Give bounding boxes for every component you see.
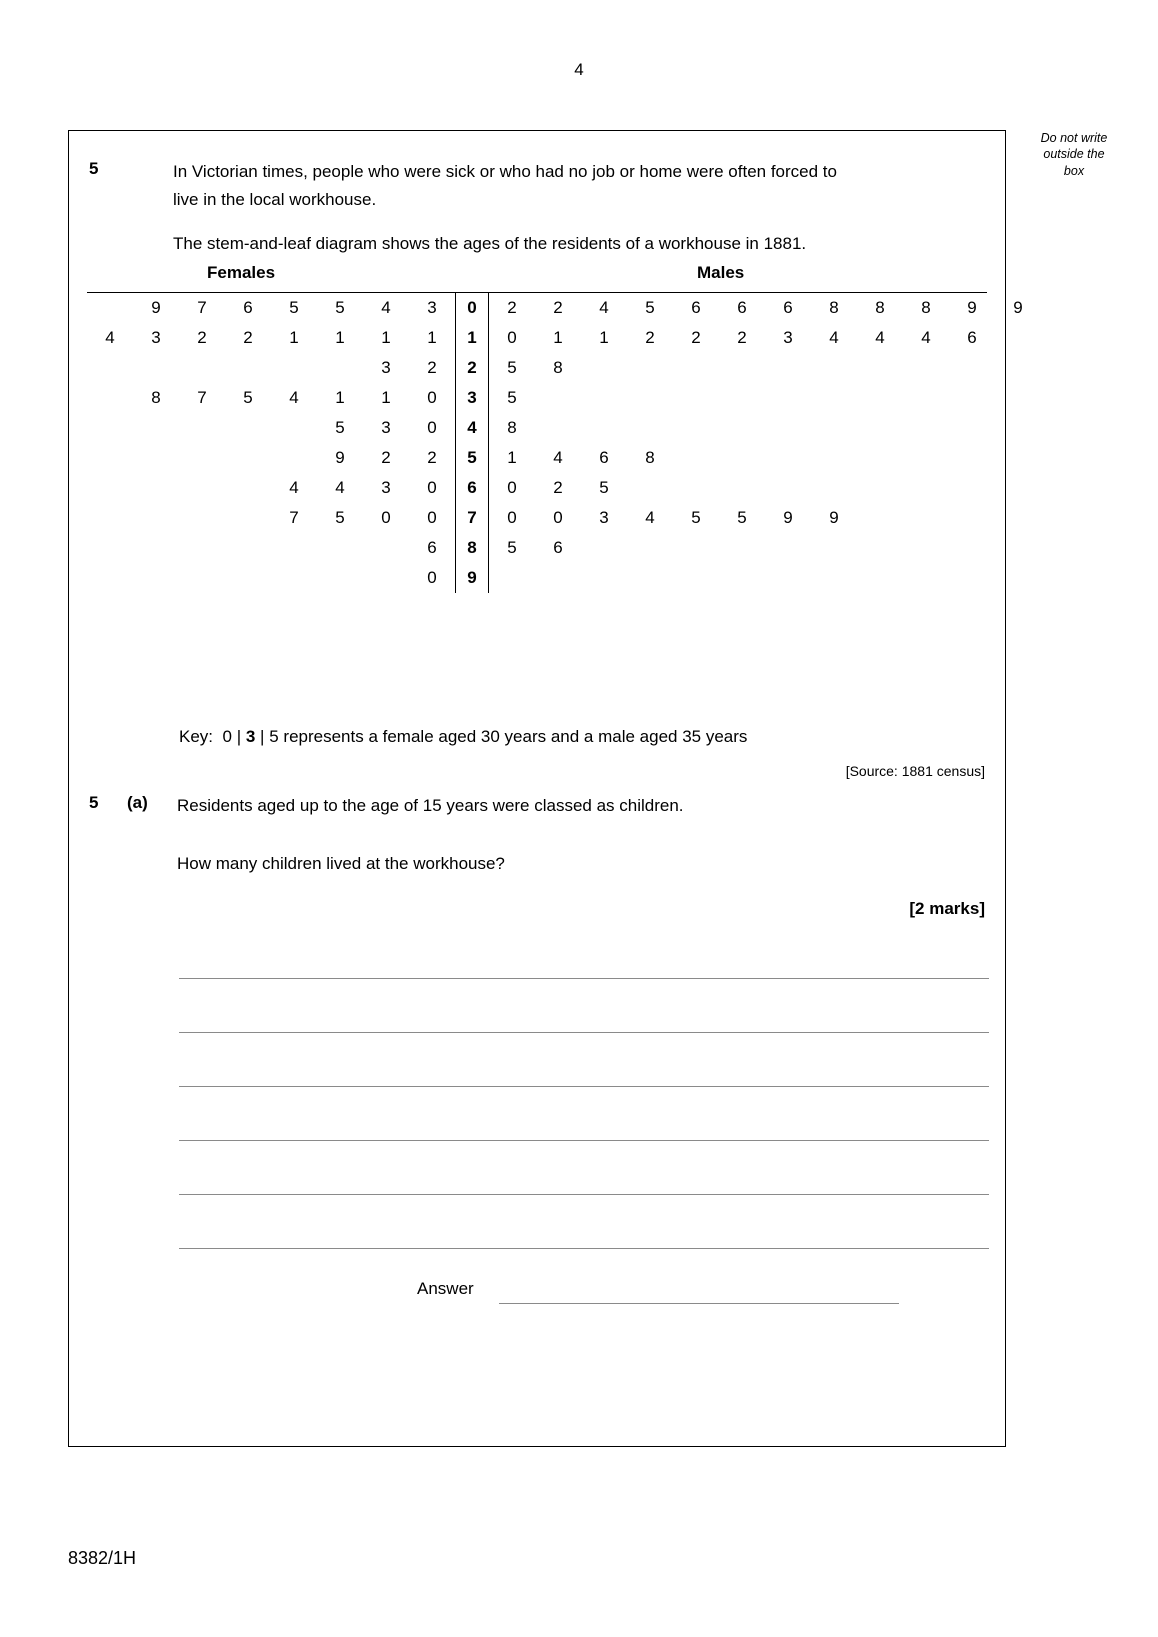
male-leaf-cell [719,353,765,383]
male-leaf-cell [811,443,857,473]
female-leaf-cell [133,473,179,503]
male-leaf-cell: 8 [553,358,563,377]
male-leaf-cell: 0 [553,508,563,527]
female-leaf-cell: 2 [427,448,437,467]
male-leaf-cell: 5 [737,508,747,527]
female-leaf-cell [87,563,133,593]
male-leaf-cell: 9 [967,298,977,317]
male-leaf-cell: 6 [737,298,747,317]
female-leaf-cell: 8 [151,388,161,407]
male-leaf-cell [811,533,857,563]
male-leaf-cell [719,413,765,443]
female-leaf-cell [87,413,133,443]
stem-and-leaf-row [87,323,1041,353]
male-leaf-cell [627,533,673,563]
female-leaf-cell: 4 [335,478,345,497]
male-leaf-cell [535,413,581,443]
female-leaf-cell [133,503,179,533]
male-leaf-cell [581,533,627,563]
female-leaf-cell: 9 [151,298,161,317]
male-leaf-cell [535,563,581,593]
male-leaf-cell [857,473,903,503]
female-leaf-cell: 2 [197,328,207,347]
female-leaf-cell: 1 [427,328,437,347]
part-question-number: 5 [89,793,99,812]
margin-note [1014,130,1134,179]
female-leaf-cell: 0 [427,418,437,437]
male-leaf-cell: 3 [783,328,793,347]
male-leaf-cell: 8 [645,448,655,467]
female-leaf-cell [271,563,317,593]
male-leaf-cell [811,353,857,383]
female-leaf-cell: 3 [151,328,161,347]
female-leaf-cell [87,533,133,563]
male-leaf-cell [949,503,995,533]
females-heading: Females [207,263,276,282]
female-leaf-cell: 0 [427,388,437,407]
male-leaf-cell: 9 [829,508,839,527]
female-leaf-cell: 4 [289,388,299,407]
female-leaf-cell [225,563,271,593]
female-leaf-cell: 7 [197,388,207,407]
female-leaf-cell [87,443,133,473]
male-leaf-cell: 5 [599,478,609,497]
male-leaf-cell [857,533,903,563]
female-leaf-cell: 0 [427,478,437,497]
male-leaf-cell [627,563,673,593]
female-leaf-cell: 1 [289,328,299,347]
male-leaf-cell [581,563,627,593]
male-leaf-cell: 2 [645,328,655,347]
stem-cell: 9 [456,563,489,593]
answer-label: Answer [417,1279,474,1298]
stem-cell: 0 [456,293,489,323]
female-leaf-cell: 3 [381,358,391,377]
female-leaf-cell [271,533,317,563]
male-leaf-cell [811,413,857,443]
female-leaf-cell [363,533,409,563]
male-leaf-cell: 4 [553,448,563,467]
male-leaf-cell [995,353,1041,383]
male-leaf-cell: 8 [507,418,517,437]
male-leaf-cell: 3 [599,508,609,527]
stem-and-leaf-row [87,473,1041,503]
question-intro-line-1: In Victorian times, people who were sick or who had no job or home were often forced to [173,162,837,181]
male-leaf-cell [765,443,811,473]
male-leaf-cell: 2 [737,328,747,347]
female-leaf-cell [225,443,271,473]
part-label: (a) [127,793,148,812]
female-leaf-cell: 4 [381,298,391,317]
male-leaf-cell [995,323,1041,353]
male-leaf-cell [857,503,903,533]
female-leaf-cell: 5 [335,508,345,527]
stem-and-leaf-row [87,503,1041,533]
male-leaf-cell [673,383,719,413]
female-leaf-cell: 9 [335,448,345,467]
stem-and-leaf-row [87,533,1041,563]
male-leaf-cell: 6 [553,538,563,557]
diagram-key [179,727,747,747]
male-leaf-cell [673,443,719,473]
male-leaf-cell [719,533,765,563]
female-leaf-cell [133,413,179,443]
female-leaf-cell [271,353,317,383]
question-number: 5 [89,159,99,178]
female-leaf-cell [87,503,133,533]
male-leaf-cell: 5 [691,508,701,527]
female-leaf-cell [179,473,225,503]
key-female-leaf: 0 [222,727,232,746]
male-leaf-cell [995,563,1041,593]
margin-note-line-2: outside the [1043,147,1105,162]
answer-line-5[interactable] [179,1194,989,1195]
female-leaf-cell: 6 [243,298,253,317]
male-leaf-cell [857,443,903,473]
female-leaf-cell: 2 [243,328,253,347]
stem-cell: 3 [456,383,489,413]
part-line-1: Residents aged up to the age of 15 years were classed as children. [177,796,684,815]
stem-cell: 4 [456,413,489,443]
male-leaf-cell [949,563,995,593]
stem-cell: 6 [456,473,489,503]
male-leaf-cell [765,383,811,413]
female-leaf-cell [133,563,179,593]
female-leaf-cell [179,413,225,443]
stem-cell: 7 [456,503,489,533]
female-leaf-cell: 3 [427,298,437,317]
stem-cell: 1 [456,323,489,353]
male-leaf-cell: 4 [875,328,885,347]
male-leaf-cell [995,443,1041,473]
female-leaf-cell [179,443,225,473]
male-leaf-cell [673,353,719,383]
male-leaf-cell [857,563,903,593]
male-leaf-cell [581,353,627,383]
male-leaf-cell [627,383,673,413]
stem-and-leaf-table [87,293,1041,593]
male-leaf-cell: 2 [691,328,701,347]
male-leaf-cell: 0 [507,328,517,347]
male-leaf-cell [765,473,811,503]
male-leaf-cell [673,563,719,593]
female-leaf-cell [317,563,363,593]
female-leaf-cell: 7 [197,298,207,317]
margin-note-line-3: box [1063,163,1085,178]
female-leaf-cell: 4 [289,478,299,497]
male-leaf-cell [949,413,995,443]
stem-and-leaf-row [87,443,1041,473]
male-leaf-cell [673,473,719,503]
males-heading: Males [697,263,745,282]
female-leaf-cell: 7 [289,508,299,527]
male-leaf-cell: 0 [507,478,517,497]
female-leaf-cell [179,353,225,383]
male-leaf-cell [949,443,995,473]
male-leaf-cell [535,383,581,413]
female-leaf-cell [363,563,409,593]
male-leaf-cell [903,533,949,563]
male-leaf-cell [765,563,811,593]
female-leaf-cell: 5 [289,298,299,317]
key-separator-1: | [236,727,242,746]
male-leaf-cell [857,383,903,413]
page-number: 4 [574,60,584,79]
male-leaf-cell [903,563,949,593]
male-leaf-cell: 4 [829,328,839,347]
stem-and-leaf-row [87,293,1041,323]
female-leaf-cell: 2 [427,358,437,377]
stem-and-leaf-row [87,413,1041,443]
female-leaf-cell [87,383,133,413]
female-leaf-cell [133,533,179,563]
male-leaf-cell: 5 [507,358,517,377]
female-leaf-cell: 1 [335,388,345,407]
stem-cell: 2 [456,353,489,383]
female-leaf-cell: 4 [105,328,115,347]
female-leaf-cell: 5 [335,418,345,437]
male-leaf-cell [995,383,1041,413]
question-intro-line-2: live in the local workhouse. [173,190,377,209]
male-leaf-cell [627,353,673,383]
male-leaf-cell: 4 [921,328,931,347]
question-intro-line-3: The stem-and-leaf diagram shows the ages of the residents of a workhouse in 1881. [173,234,807,253]
female-leaf-cell: 3 [381,418,391,437]
male-leaf-cell [811,563,857,593]
female-leaf-cell: 0 [381,508,391,527]
key-prefix: Key: [179,727,214,746]
question-answer-box [68,130,1023,1447]
female-leaf-cell: 2 [381,448,391,467]
stem-and-leaf-row [87,563,1041,593]
male-leaf-cell: 5 [507,538,517,557]
male-leaf-cell [949,533,995,563]
male-leaf-cell [719,443,765,473]
male-leaf-cell [903,413,949,443]
female-leaf-cell: 6 [427,538,437,557]
male-leaf-cell [719,383,765,413]
female-leaf-cell [225,353,271,383]
stem-and-leaf-diagram [87,263,1023,593]
male-leaf-cell [949,473,995,503]
male-leaf-cell: 6 [783,298,793,317]
male-leaf-cell: 5 [645,298,655,317]
female-leaf-cell [317,533,363,563]
female-leaf-cell [225,503,271,533]
male-leaf-cell: 2 [553,478,563,497]
female-leaf-cell [179,503,225,533]
male-leaf-cell: 6 [967,328,977,347]
male-leaf-cell [903,473,949,503]
stem-cell: 5 [456,443,489,473]
answer-line-1[interactable] [179,978,989,979]
answer-field[interactable] [499,1303,899,1304]
female-leaf-cell: 0 [427,568,437,587]
male-leaf-cell [995,473,1041,503]
male-leaf-cell [627,413,673,443]
female-leaf-cell [87,293,133,323]
male-leaf-cell: 1 [599,328,609,347]
female-leaf-cell [179,563,225,593]
female-leaf-cell [225,533,271,563]
diagram-source: [Source: 1881 census] [845,763,985,779]
answer-line-2[interactable] [179,1032,989,1033]
male-leaf-cell [995,503,1041,533]
male-leaf-cell [857,413,903,443]
male-leaf-cell: 9 [783,508,793,527]
male-leaf-cell: 2 [553,298,563,317]
male-leaf-cell [581,413,627,443]
stem-and-leaf-headings [87,263,987,289]
stem-and-leaf-row [87,353,1041,383]
male-leaf-cell: 9 [1013,298,1023,317]
male-leaf-cell: 4 [645,508,655,527]
female-leaf-cell [225,413,271,443]
part-line-2: How many children lived at the workhouse? [177,854,505,873]
male-leaf-cell [765,353,811,383]
female-leaf-cell [317,353,363,383]
male-leaf-cell: 0 [507,508,517,527]
male-leaf-cell [673,413,719,443]
male-leaf-cell [857,353,903,383]
female-leaf-cell: 0 [427,508,437,527]
female-leaf-cell [87,473,133,503]
answer-line-3[interactable] [179,1086,989,1087]
male-leaf-cell [811,383,857,413]
female-leaf-cell [87,353,133,383]
key-separator-2: | [260,727,265,746]
male-leaf-cell: 8 [921,298,931,317]
male-leaf-cell [903,353,949,383]
male-leaf-cell [719,563,765,593]
male-leaf-cell [949,353,995,383]
female-leaf-cell: 1 [381,328,391,347]
male-leaf-cell [627,473,673,503]
male-leaf-cell [903,383,949,413]
male-leaf-cell: 6 [599,448,609,467]
female-leaf-cell [271,413,317,443]
male-leaf-cell: 8 [875,298,885,317]
male-leaf-cell [903,443,949,473]
male-leaf-cell [765,413,811,443]
female-leaf-cell [133,353,179,383]
key-text: represents a female aged 30 years and a male aged 35 years [283,727,748,746]
answer-line-6[interactable] [179,1248,989,1249]
female-leaf-cell: 1 [335,328,345,347]
male-leaf-cell [811,473,857,503]
female-leaf-cell [225,473,271,503]
male-leaf-cell [995,413,1041,443]
margin-note-line-1: Do not write [1040,131,1108,145]
male-leaf-cell [489,563,536,593]
male-leaf-cell [581,383,627,413]
female-leaf-cell: 5 [335,298,345,317]
female-leaf-cell [133,443,179,473]
male-leaf-cell: 1 [553,328,563,347]
female-leaf-cell: 1 [381,388,391,407]
male-leaf-cell: 1 [507,448,517,467]
male-leaf-cell [949,383,995,413]
female-leaf-cell [179,533,225,563]
answer-line-4[interactable] [179,1140,989,1141]
stem-cell: 8 [456,533,489,563]
male-leaf-cell [995,533,1041,563]
key-male-leaf: 5 [269,727,279,746]
marks-label: [2 marks] [909,899,985,918]
male-leaf-cell [765,533,811,563]
male-leaf-cell: 2 [507,298,517,317]
male-leaf-cell [673,533,719,563]
male-leaf-cell [719,473,765,503]
male-leaf-cell: 5 [507,388,517,407]
female-leaf-cell [271,443,317,473]
female-leaf-cell: 3 [381,478,391,497]
male-leaf-cell [903,503,949,533]
male-leaf-cell: 6 [691,298,701,317]
stem-and-leaf-row [87,383,1041,413]
male-leaf-cell: 4 [599,298,609,317]
key-stem: 3 [245,727,256,746]
male-leaf-cell: 8 [829,298,839,317]
female-leaf-cell: 5 [243,388,253,407]
footer-paper-code: 8382/1H [68,1548,137,1568]
